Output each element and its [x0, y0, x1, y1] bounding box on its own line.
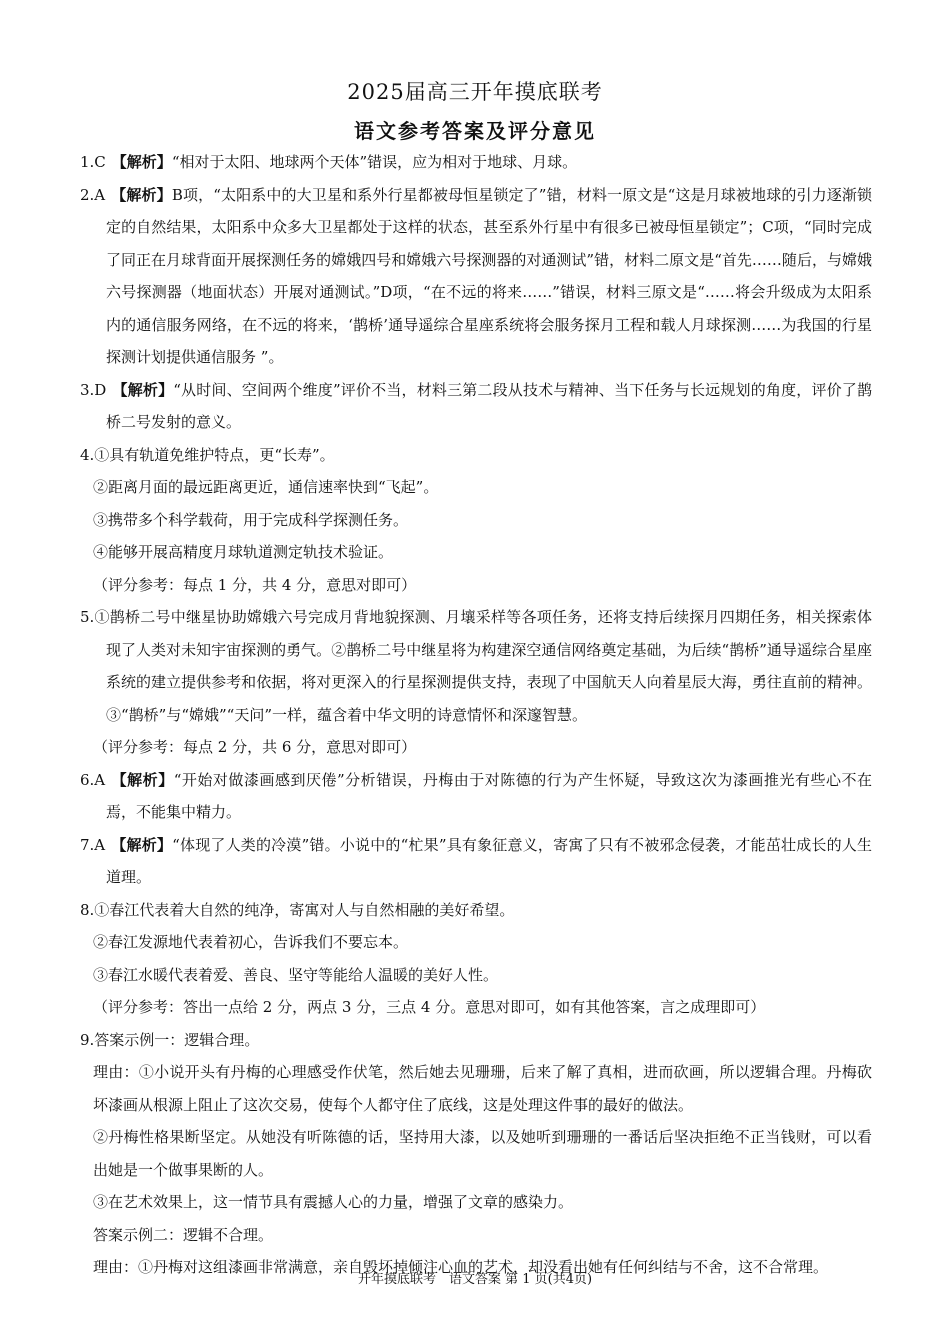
q3-number: 3.D — [80, 380, 107, 399]
q6-analysis-tag: 【解析】 — [111, 770, 174, 789]
answer-q4-score: （评分参考：每点 1 分，共 4 分，意思对即可） — [93, 575, 417, 594]
doc-title: 语文参考答案及评分意见 — [354, 119, 596, 143]
answer-q4-lead: 4.①具有轨道免维护特点，更“长寿”。 — [80, 445, 335, 464]
page-footer: 开年摸底联考 语文答案 第 1 页(共4页) — [357, 1272, 593, 1287]
q7-analysis-tag: 【解析】 — [111, 835, 173, 854]
answer-q2 — [80, 179, 872, 374]
q7-text: “体现了人类的冷漠”错。小说中的“杧果”具有象征意义，寄寓了只有不被邪念侵袭，才能茁壮成长的人生道理。 — [106, 835, 872, 886]
answer-q4-point-3: ③携带多个科学载荷，用于完成科学探测任务。 — [93, 510, 409, 529]
answer-q1 — [80, 146, 872, 179]
answer-q5-score: （评分参考：每点 2 分，共 6 分，意思对即可） — [93, 738, 417, 756]
answer-q5: 5.①鹊桥二号中继星协助嫦娥六号完成月背地貌探测、月壤采样等各项任务，还将支持后续探月四期任务，相关探索体现了人类对未知宇宙探测的勇气。②鹊桥二号中继星将为构建深空通信网络奠定基础，为后续“鹊桥”通导遥综合星座系统的建立提供参考和依据，将对更深入的行星探测提供支持，表现了中国航天人向着星辰大海，勇往直前的精神。③“鹊桥”与“嫦娥”“天问”一样，蕴含着中华文明的诗意情怀和深邃智慧。 — [80, 608, 872, 724]
answer-q4-point-2: ②距离月面的最远距离更近，通信速率快到“飞起”。 — [93, 478, 439, 496]
q6-number: 6.A — [80, 770, 106, 789]
q2-text: B项，“太阳系中的大卫星和系外行星都被母恒星锁定了”错，材料一原文是“这是月球被地球的引力逐渐锁定的自然结果，太阳系中众多大卫星都处于这样的状态，甚至系外行星中有很多已被母恒星锁定”；C项，“同时完成了同正在月球背面开展探测任务的嫦娥四号和嫦娥六号探测器的对通测试”错，材料二原文是“首先……随后，与嫦娥六号探测器（地面状态）开展对通测试。”D项，“在不远的将来……”错误，材料三原文是“……将会升级成为太阳系内的通信服务网络，在不远的将来，‘鹊桥’通导遥综合星座系统将会服务探月工程和载人月球探测……为我国的行星探测计划提供通信服务 ”。 — [106, 185, 872, 366]
answer-q8-point-3: ③春江水暖代表着爱、善良、坚守等能给人温暖的美好人性。 — [93, 965, 499, 984]
q6-text: “开始对做漆画感到厌倦”分析错误，丹梅由于对陈德的行为产生怀疑，导致这次为漆画推光有些心不在焉，不能集中精力。 — [106, 770, 872, 821]
q3-analysis-tag: 【解析】 — [112, 380, 174, 399]
q3-text: “从时间、空间两个维度”评价不当，材料三第二段从技术与精神、当下任务与长远规划的角度，评价了鹊桥二号发射的意义。 — [106, 380, 872, 431]
q2-number: 2.A — [80, 185, 106, 204]
answer-q7 — [80, 829, 872, 894]
q2-analysis-tag: 【解析】 — [111, 185, 172, 204]
answer-q9-reason-2: ②丹梅性格果断坚定。从她没有听陈德的话，坚持用大漆，以及她听到珊珊的一番话后坚决拒绝不正当钱财，可以看出她是一个做事果断的人。 — [93, 1128, 872, 1179]
q1-analysis-tag: 【解析】 — [111, 153, 172, 171]
q1-text: “相对于太阳、地球两个天体”错误，应为相对于地球、月球。 — [171, 153, 578, 171]
answer-q9-lead: 9.答案示例一：逻辑合理。 — [80, 1030, 260, 1049]
answer-q8-point-2: ②春江发源地代表着初心，告诉我们不要忘本。 — [93, 933, 409, 951]
answer-q6 — [80, 764, 872, 829]
answer-q8-score: （评分参考：答出一点给 2 分，两点 3 分，三点 4 分。意思对即可，如有其他答案，言之成理即可） — [93, 998, 766, 1016]
answer-q3 — [80, 374, 872, 439]
answer-content — [80, 146, 872, 1284]
q7-number: 7.A — [80, 835, 106, 854]
answer-q8-lead: 8.①春江代表着大自然的纯净，寄寓对人与自然相融的美好希望。 — [80, 900, 515, 919]
exam-title: 2025届高三开年摸底联考 — [347, 80, 603, 104]
q1-number: 1.C — [80, 153, 106, 171]
answer-q4-point-4: ④能够开展高精度月球轨道测定轨技术验证。 — [93, 543, 394, 561]
answer-q9-example-2-reason: 理由：①丹梅对这组漆画非常满意，亲自毁坏掉倾注心血的艺术，却没看出她有任何纠结与不舍，这不合常理。 — [93, 1258, 829, 1276]
answer-q9-example-2: 答案示例二：逻辑不合理。 — [93, 1225, 274, 1244]
answer-q9-reason-1: 理由：①小说开头有丹梅的心理感受作伏笔，然后她去见珊珊，后来了解了真相，进而砍画，所以逻辑合理。丹梅砍坏漆画从根源上阻止了这次交易，使每个人都守住了底线，这是处理这件事的最好的做法。 — [93, 1063, 872, 1114]
answer-q9-reason-3: ③在艺术效果上，这一情节具有震撼人心的力量，增强了文章的感染力。 — [93, 1193, 574, 1211]
